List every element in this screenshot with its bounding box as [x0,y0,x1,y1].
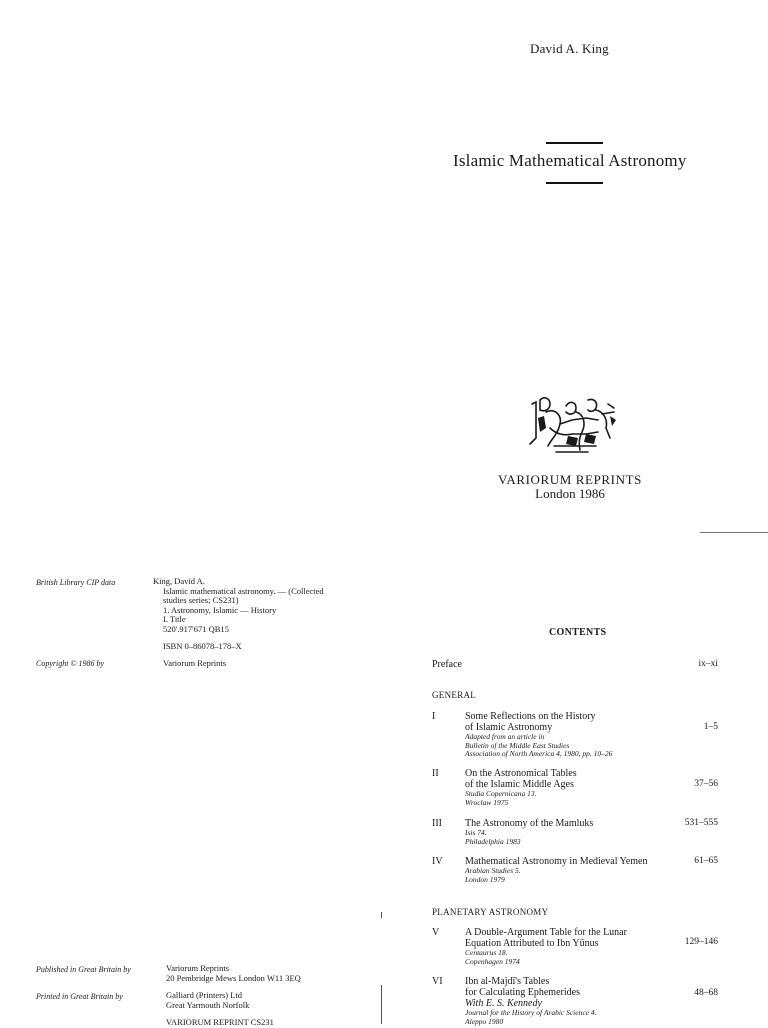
book-title: Islamic Mathematical Astronomy [453,151,687,170]
toc-title-line: Some Reflections on the History [465,711,596,722]
toc-source: Association of North America 4, 1980, pp. 10–26 [465,749,613,758]
contents-heading: CONTENTS [549,627,607,638]
title-rule-bottom [546,182,603,184]
printed-label: Printed in Great Britain by [36,992,123,1001]
printer-line: Great Yarmouth Norfolk [166,999,250,1010]
toc-pages: 61–65 [694,856,718,866]
toc-pages: 37–56 [694,779,718,789]
toc-pages: 48–68 [694,988,718,998]
cip-line: studies series; CS231) [163,595,239,605]
toc-source: Studia Copernicana 13. [465,789,537,798]
toc-source: Adapted from an article in [465,732,545,741]
toc-title [465,976,597,1026]
toc-source: Isis 74. [465,828,487,837]
toc-number: VI [432,976,443,987]
toc-title-line: A Double-Argument Table for the Lunar [465,927,627,938]
toc-title-line: Ibn al-Majdī's Tables [465,976,550,987]
toc-title-line: Equation Attributed to Ibn Yūnus [465,938,599,949]
publisher-place: London 1986 [535,486,605,501]
toc-pages: 129–146 [684,937,718,947]
toc-title [465,818,593,846]
toc-title [465,927,627,966]
toc-source: Philadelphia 1983 [465,836,521,846]
toc-preface-title: Preface [432,659,462,670]
section-heading: PLANETARY ASTRONOMY [432,907,549,917]
toc-pages: 1–5 [703,722,718,732]
toc-title-line: The Astronomy of the Mamluks [465,818,594,829]
toc-pages: 531–555 [684,818,718,828]
toc-title [465,856,647,884]
isbn: ISBN 0–86078–178–X [163,641,242,651]
cip-line: I. Title [163,614,186,624]
toc-title [465,711,612,759]
toc-source: Journal for the History of Arabic Science 4. [465,1008,597,1017]
printed-by [166,991,249,1010]
cip-line: 520'.917'671 QB15 [163,623,229,634]
publisher-name: VARIORUM REPRINTS [498,472,642,487]
cip-label: British Library CIP data [36,578,116,587]
toc-source: Arabian Studies 5. [465,866,521,875]
cip-data [153,577,324,634]
toc-number: V [432,927,440,938]
cip-line: King, David A. [153,576,205,586]
variorum-printer-emblem-icon [526,394,618,456]
toc-source: Bulletin of the Middle East Studies [465,740,570,750]
toc-source: Centaurus 18. [465,948,508,957]
toc-title-line: On the Astronomical Tables [465,768,577,779]
toc-source: Wroclaw 1975 [465,797,509,807]
toc-source: Aleppo 1980 [465,1016,504,1026]
scan-mark [381,912,382,918]
published-by [166,964,301,983]
series-line: VARIORUM REPRINT CS231 [166,1017,274,1027]
printer-line: Galliard (Printers) Ltd [166,990,243,1000]
section-heading: GENERAL [432,690,477,700]
toc-number: I [432,711,436,722]
publisher-line: Variorum Reprints [166,963,230,973]
toc-title-line: of the Islamic Middle Ages [465,779,574,790]
toc-number: IV [432,856,443,867]
page-edge-line [700,532,768,533]
toc-title-line: for Calculating Ephemerides [465,987,580,998]
toc-number: III [432,818,442,829]
cip-line: 1. Astronomy, Islamic — History [163,604,277,615]
copyright-label: Copyright © 1986 by [36,659,105,668]
toc-title [465,768,577,807]
author-name: David A. King [530,41,609,56]
published-label: Published in Great Britain by [36,965,131,974]
toc-number: II [432,768,439,779]
copyright-holder: Variorum Reprints [163,658,227,668]
toc-coauthor: With E. S. Kennedy [465,998,542,1009]
toc-source: London 1979 [465,874,505,884]
cip-line: Islamic mathematical astronomy. — (Collected [163,585,324,596]
publisher-line: 20 Pembridge Mews London W11 3EQ [166,972,301,983]
toc-pages: ix–xi [698,659,718,669]
page-fold [381,985,382,1024]
toc-source: Copenhagen 1974 [465,956,520,966]
toc-title-line: Mathematical Astronomy in Medieval Yemen [465,856,648,867]
title-rule-top [546,142,603,144]
toc-title-line: of Islamic Astronomy [465,722,553,733]
